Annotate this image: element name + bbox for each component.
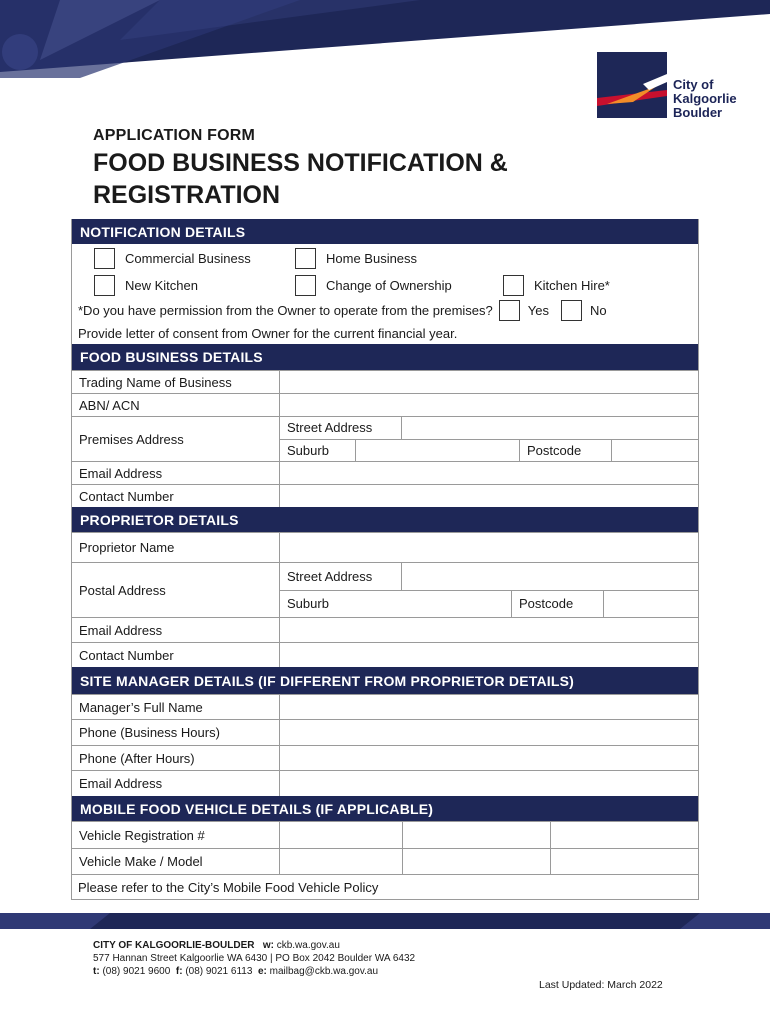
footer-email[interactable]: mailbag@ckb.wa.gov.au — [269, 966, 379, 977]
no-checkbox[interactable] — [561, 300, 582, 321]
suburb-label: Suburb — [280, 440, 356, 462]
manager-email-row — [72, 770, 698, 796]
manager-name-field[interactable] — [280, 695, 698, 719]
footer-phone: (08) 9021 9600 — [102, 966, 171, 977]
contact-number-field[interactable] — [280, 485, 698, 507]
option-home-business[interactable]: Home Business — [295, 248, 417, 269]
footer-fax-label: f: — [175, 966, 183, 977]
phone-after-label: Phone (After Hours) — [72, 746, 280, 770]
application-form — [71, 219, 699, 900]
abn-field[interactable] — [280, 394, 698, 416]
postcode-field[interactable] — [604, 591, 698, 618]
abn-label: ABN/ ACN — [72, 394, 280, 416]
section-header-proprietor: PROPRIETOR DETAILS — [72, 507, 698, 532]
vehicle-registration-label: Vehicle Registration # — [72, 822, 280, 848]
vehicle-registration-row — [72, 821, 698, 848]
postal-address-row — [72, 562, 698, 617]
proprietor-name-field[interactable] — [280, 533, 698, 562]
proprietor-contact-row — [72, 642, 698, 667]
business-email-row — [72, 461, 698, 484]
business-contact-row — [72, 484, 698, 507]
footer-phone-label: t: — [93, 966, 100, 977]
trading-name-label: Trading Name of Business — [72, 371, 280, 393]
suburb-label: Suburb — [280, 591, 512, 618]
street-address-label: Street Address — [280, 417, 402, 439]
policy-note: Please refer to the City’s Mobile Food Vehicle Policy — [72, 874, 698, 899]
footer-org: CITY OF KALGOORLIE-BOULDER — [93, 940, 255, 951]
checkbox-row-2 — [72, 271, 698, 298]
form-label: APPLICATION FORM — [93, 127, 256, 144]
trading-name-row — [72, 370, 698, 393]
trading-name-field[interactable] — [280, 371, 698, 393]
footer-fax: (08) 9021 6113 — [185, 966, 253, 977]
footer-decorative-band — [0, 913, 770, 929]
yes-label: Yes — [527, 302, 549, 318]
vehicle-make-row — [72, 848, 698, 874]
page-title: FOOD BUSINESS NOTIFICATION & REGISTRATION — [93, 149, 508, 209]
footer-contact — [93, 939, 415, 978]
contact-number-field[interactable] — [280, 643, 698, 667]
vehicle-make-label: Vehicle Make / Model — [72, 849, 280, 874]
email-field[interactable] — [280, 618, 698, 642]
vehicle-field[interactable] — [280, 822, 403, 848]
checkbox[interactable] — [94, 248, 115, 269]
section-header-food-business: FOOD BUSINESS DETAILS — [72, 344, 698, 370]
email-label: Email Address — [72, 462, 280, 484]
email-label: Email Address — [72, 618, 280, 642]
checkbox[interactable] — [295, 248, 316, 269]
email-field[interactable] — [280, 462, 698, 484]
logo-text: City of Kalgoorlie Boulder — [673, 77, 737, 120]
manager-name-row — [72, 694, 698, 719]
manager-name-label: Manager’s Full Name — [72, 695, 280, 719]
footer-email-label: e: — [257, 966, 267, 977]
suburb-field[interactable] — [356, 440, 520, 462]
footer-web-label: w: — [262, 940, 274, 951]
yes-checkbox[interactable] — [499, 300, 520, 321]
phone-business-label: Phone (Business Hours) — [72, 720, 280, 745]
checkbox[interactable] — [94, 275, 115, 296]
vehicle-field[interactable] — [551, 822, 698, 848]
vehicle-field[interactable] — [280, 849, 403, 874]
option-new-kitchen[interactable]: New Kitchen — [94, 275, 198, 296]
premises-address-row — [72, 416, 698, 461]
consent-note: Provide letter of consent from Owner for the current financial year. — [78, 325, 458, 341]
street-address-label: Street Address — [280, 563, 402, 590]
street-address-field[interactable] — [402, 417, 698, 439]
abn-row — [72, 393, 698, 416]
street-address-field[interactable] — [402, 563, 698, 590]
phone-after-field[interactable] — [280, 746, 698, 770]
vehicle-field[interactable] — [403, 822, 551, 848]
proprietor-name-row — [72, 532, 698, 562]
checkbox-row-1 — [72, 244, 698, 271]
email-field[interactable] — [280, 771, 698, 796]
postcode-label: Postcode — [512, 591, 604, 618]
postcode-field[interactable] — [612, 440, 698, 462]
postal-address-label: Postal Address — [72, 563, 280, 617]
option-kitchen-hire[interactable]: Kitchen Hire* — [503, 275, 610, 296]
email-label: Email Address — [72, 771, 280, 796]
option-commercial-business[interactable]: Commercial Business — [94, 248, 251, 269]
footer-address: 577 Hannan Street Kalgoorlie WA 6430 | PO Box 2042 Boulder WA 6432 — [93, 953, 416, 964]
section-header-site-manager: SITE MANAGER DETAILS (IF DIFFERENT FROM PROPRIETOR DETAILS) — [72, 667, 698, 694]
phone-business-field[interactable] — [280, 720, 698, 745]
vehicle-field[interactable] — [551, 849, 698, 874]
contact-number-label: Contact Number — [72, 485, 280, 507]
phone-after-row — [72, 745, 698, 770]
vehicle-field[interactable] — [403, 849, 551, 874]
phone-business-row — [72, 719, 698, 745]
last-updated: Last Updated: March 2022 — [539, 979, 663, 991]
proprietor-name-label: Proprietor Name — [72, 533, 280, 562]
contact-number-label: Contact Number — [72, 643, 280, 667]
premises-address-label: Premises Address — [72, 417, 280, 461]
section-header-notification: NOTIFICATION DETAILS — [72, 219, 698, 244]
section-header-mobile-vehicle: MOBILE FOOD VEHICLE DETAILS (IF APPLICABLE) — [72, 796, 698, 821]
postcode-label: Postcode — [520, 440, 612, 462]
checkbox[interactable] — [503, 275, 524, 296]
option-change-of-ownership[interactable]: Change of Ownership — [295, 275, 452, 296]
checkbox[interactable] — [295, 275, 316, 296]
footer-website[interactable]: ckb.wa.gov.au — [276, 940, 340, 951]
proprietor-email-row — [72, 617, 698, 642]
permission-question-row — [72, 298, 698, 322]
no-label: No — [589, 302, 607, 318]
permission-question: *Do you have permission from the Owner to operate from the premises? — [78, 302, 493, 318]
